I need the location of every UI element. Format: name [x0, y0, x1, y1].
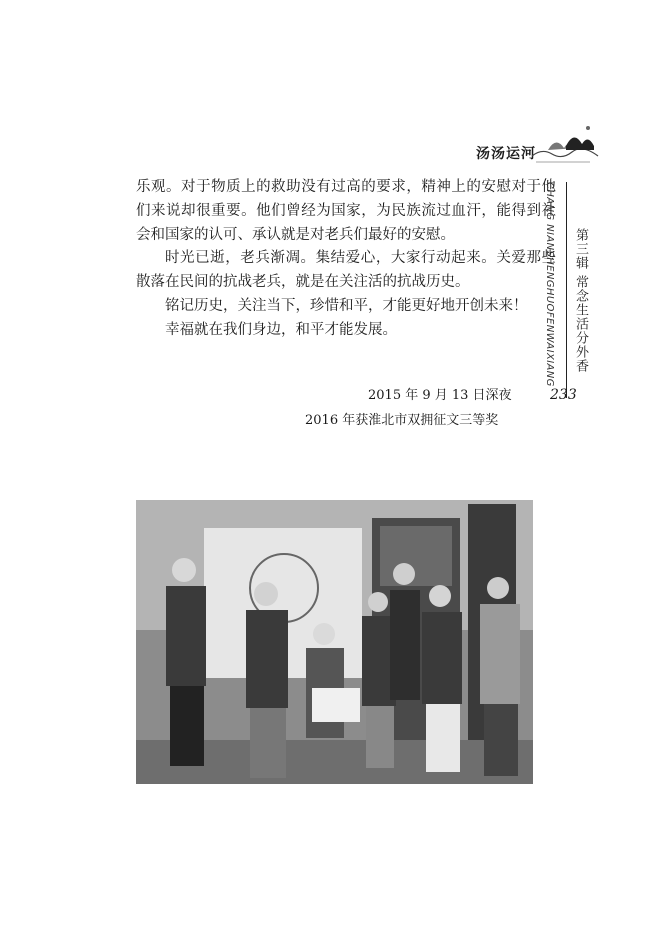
side-chapter-title: 第三辑 常念生活分外香 — [573, 228, 588, 374]
running-header-title: 汤汤运河 — [476, 146, 536, 162]
paragraph: 幸福就在我们身边，和平才能发展。 — [165, 321, 397, 338]
award-line: 2016 年获淮北市双拥征文三等奖 — [305, 413, 499, 428]
paragraph: 时光已逝，老兵渐凋。集结爱心，大家行动起来。关爱那些散落在民间的抗战老兵，就是在关注活的抗战历史。 — [136, 250, 556, 291]
paragraph: 铭记历史，关注当下，珍惜和平，才能更好地开创未来！ — [165, 297, 528, 314]
page-number: 233 — [550, 387, 577, 403]
side-divider — [566, 182, 567, 398]
date-line: 2015 年 9 月 13 日深夜 — [368, 388, 512, 403]
body-text — [136, 176, 556, 343]
ink-landscape-ornament — [530, 118, 600, 168]
paragraph: 乐观。对于物质上的救助没有过高的要求，精神上的安慰对于他们来说却很重要。他们曾经为国家，为民族流过血汗，能得到社会和国家的认可、承认就是对老兵们最好的安慰。 — [136, 179, 556, 243]
side-pinyin-title: CHANG NIANSHENGHUOFENWAIXIANG — [544, 182, 555, 387]
group-photo — [136, 500, 533, 784]
